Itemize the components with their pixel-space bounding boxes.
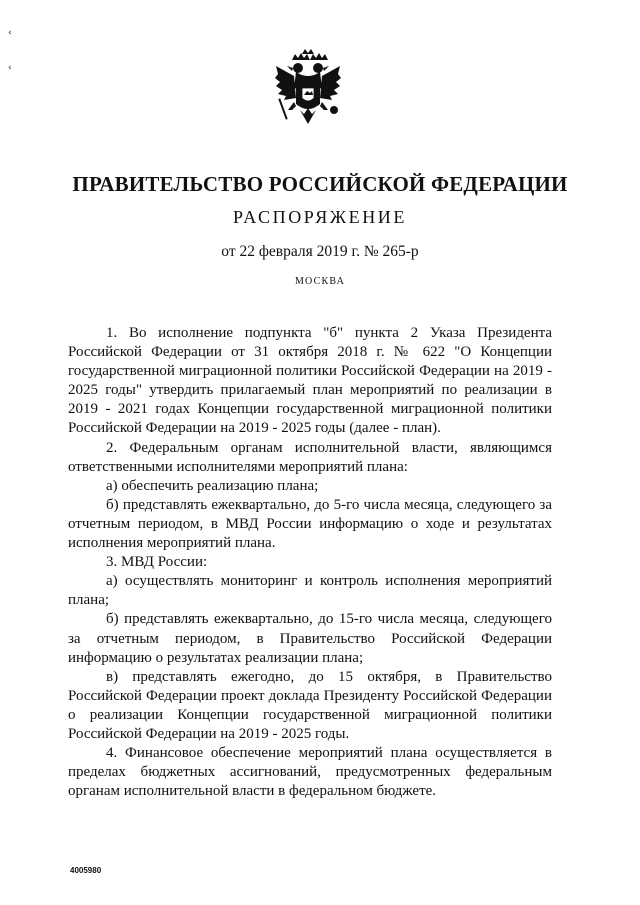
document-type: РАСПОРЯЖЕНИЕ	[232, 207, 407, 227]
paragraph: б) представлять ежеквартально, до 15-го числа месяца, следующего за отчетным периодом, в Правительство Российской Федерации информацию о результатах реализации плана;	[68, 611, 552, 666]
paragraph: а) обеспечить реализацию плана;	[106, 477, 319, 494]
scan-mark: ‹	[8, 63, 12, 73]
coat-of-arms-icon	[272, 48, 344, 134]
document-code: 4005980	[70, 866, 102, 875]
paragraph: 3. МВД России:	[106, 554, 208, 571]
document-city: МОСКВА	[294, 276, 346, 287]
document-date-number: от 22 февраля 2019 г. № 265-р	[221, 243, 419, 260]
paragraph: б) представлять ежеквартально, до 5-го числа месяца, следующего за отчетным периодом, в МВД России информацию о ходе и результатах исполнения мероприятий плана.	[68, 496, 552, 552]
paragraph: в) представлять ежегодно, до 15 октября, в Правительство Российской Федерации проект доклада Президенту Российской Федерации о реализации Концепции государственной миграционной политики Российской Федерации на 2019 - 2025 годы.	[68, 668, 552, 742]
paragraph: 2. Федеральным органам исполнительной власти, являющимся ответственными исполнителями мероприятий плана:	[68, 439, 552, 475]
scan-mark: ‹	[8, 28, 12, 38]
paragraph: 4. Финансовое обеспечение мероприятий плана осуществляется в пределах бюджетных ассигнований, предусмотренных федеральным органам исполнительной власти в федеральном бюджете.	[68, 745, 552, 800]
government-title: ПРАВИТЕЛЬСТВО РОССИЙСКОЙ ФЕДЕРАЦИИ	[72, 172, 568, 196]
document-body	[68, 324, 552, 801]
paragraph: а) осуществлять мониторинг и контроль исполнения мероприятий плана;	[68, 573, 552, 609]
paragraph: 1. Во исполнение подпункта "б" пункта 2 Указа Президента Российской Федерации от 31 октября 2018 г. № 622 "О Концепции государственной миграционной политики Российской Федерации на 2019 - 2025 годы" утвердить прилагаемый план мероприятий по реализации в 2019 - 2021 годах Концепции государственной миграционной политики Российской Федерации на 2019 - 2025 годы (далее - план).	[68, 325, 552, 437]
